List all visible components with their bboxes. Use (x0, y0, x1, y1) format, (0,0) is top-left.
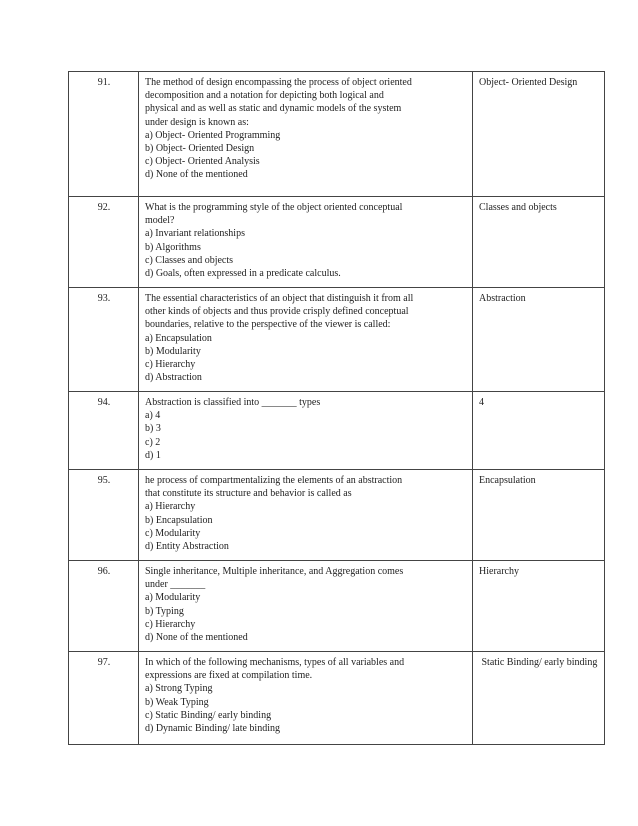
question-number: 95. (69, 470, 139, 561)
answer-cell (473, 470, 605, 561)
question-number: 91. (69, 72, 139, 197)
question-text-line: What is the programming style of the object oriented conceptual (145, 202, 403, 213)
question-number: 96. (69, 561, 139, 652)
option-b: b) Typing (145, 605, 184, 617)
question-text-line: Abstraction is classified into _______ types (145, 397, 321, 408)
question-cell (139, 652, 473, 745)
question-text-line: Single inheritance, Multiple inheritance, and Aggregation comes (145, 566, 404, 577)
option-b: b) Modularity (145, 345, 201, 357)
question-text-line: under design is known as: (145, 116, 249, 128)
answer-text: 4 (479, 397, 484, 408)
option-c: c) 2 (145, 436, 161, 448)
option-c: c) Static Binding/ early binding (145, 709, 272, 721)
question-text-line: boundaries, relative to the perspective of the viewer is called: (145, 319, 391, 331)
answer-cell (473, 288, 605, 392)
question-text-line: he process of compartmentalizing the elements of an abstraction (145, 475, 403, 486)
option-a: a) Encapsulation (145, 332, 212, 344)
option-d: d) Dynamic Binding/ late binding (145, 723, 280, 735)
option-d: d) 1 (145, 449, 161, 461)
table-row (69, 561, 605, 652)
question-text-line: In which of the following mechanisms, types of all variables and (145, 657, 405, 668)
question-text-line: expressions are fixed at compilation time. (145, 670, 313, 682)
option-a: a) Invariant relationships (145, 228, 245, 240)
option-b: b) Object- Oriented Design (145, 143, 255, 155)
question-cell (139, 72, 473, 197)
question-table (68, 71, 605, 745)
option-c: c) Hierarchy (145, 618, 196, 630)
option-b: b) Weak Typing (145, 696, 209, 708)
option-b: b) Algorithms (145, 241, 201, 253)
option-a: a) Strong Typing (145, 683, 213, 695)
question-cell (139, 197, 473, 288)
option-a: a) Hierarchy (145, 501, 196, 513)
option-a: a) 4 (145, 410, 161, 422)
question-number: 92. (69, 197, 139, 288)
option-a: a) Modularity (145, 592, 201, 604)
question-number: 97. (69, 652, 139, 745)
option-d: d) None of the mentioned (145, 169, 248, 181)
table-row (69, 197, 605, 288)
question-text-line: decomposition and a notation for depicting both logical and (145, 90, 384, 102)
table-row (69, 392, 605, 470)
table-row (69, 72, 605, 197)
option-c: c) Classes and objects (145, 254, 234, 266)
option-c: c) Object- Oriented Analysis (145, 156, 260, 168)
answer-cell (473, 197, 605, 288)
question-text-line: that constitute its structure and behavior is called as (145, 488, 352, 500)
option-c: c) Modularity (145, 527, 201, 539)
answer-text: Hierarchy (479, 566, 519, 577)
answer-text: Static Binding/ early binding (479, 657, 598, 668)
question-text-line: other kinds of objects and thus provide crisply defined conceptual (145, 306, 409, 318)
question-text-line: physical and as well as static and dynamic models of the system (145, 103, 402, 115)
answer-text: Classes and objects (479, 202, 557, 213)
question-cell (139, 392, 473, 470)
table-row (69, 470, 605, 561)
answer-cell (473, 561, 605, 652)
question-text-line: model? (145, 215, 175, 227)
question-text-line: The method of design encompassing the process of object oriented (145, 77, 412, 88)
option-d: d) Entity Abstraction (145, 541, 229, 553)
question-cell (139, 288, 473, 392)
option-d: d) Abstraction (145, 372, 202, 384)
question-cell (139, 470, 473, 561)
question-text-line: The essential characteristics of an object that distinguish it from all (145, 293, 414, 304)
option-d: d) None of the mentioned (145, 632, 248, 644)
answer-cell (473, 72, 605, 197)
option-c: c) Hierarchy (145, 359, 196, 371)
table-row (69, 652, 605, 745)
question-text-line: under _______ (145, 579, 206, 591)
option-b: b) Encapsulation (145, 514, 213, 526)
answer-text: Object- Oriented Design (479, 77, 578, 88)
question-cell (139, 561, 473, 652)
answer-cell (473, 392, 605, 470)
answer-cell (473, 652, 605, 745)
option-b: b) 3 (145, 423, 161, 435)
question-number: 93. (69, 288, 139, 392)
answer-text: Encapsulation (479, 475, 536, 486)
answer-text: Abstraction (479, 293, 526, 304)
option-a: a) Object- Oriented Programming (145, 129, 281, 141)
question-number: 94. (69, 392, 139, 470)
table-row (69, 288, 605, 392)
option-d: d) Goals, often expressed in a predicate calculus. (145, 268, 341, 280)
